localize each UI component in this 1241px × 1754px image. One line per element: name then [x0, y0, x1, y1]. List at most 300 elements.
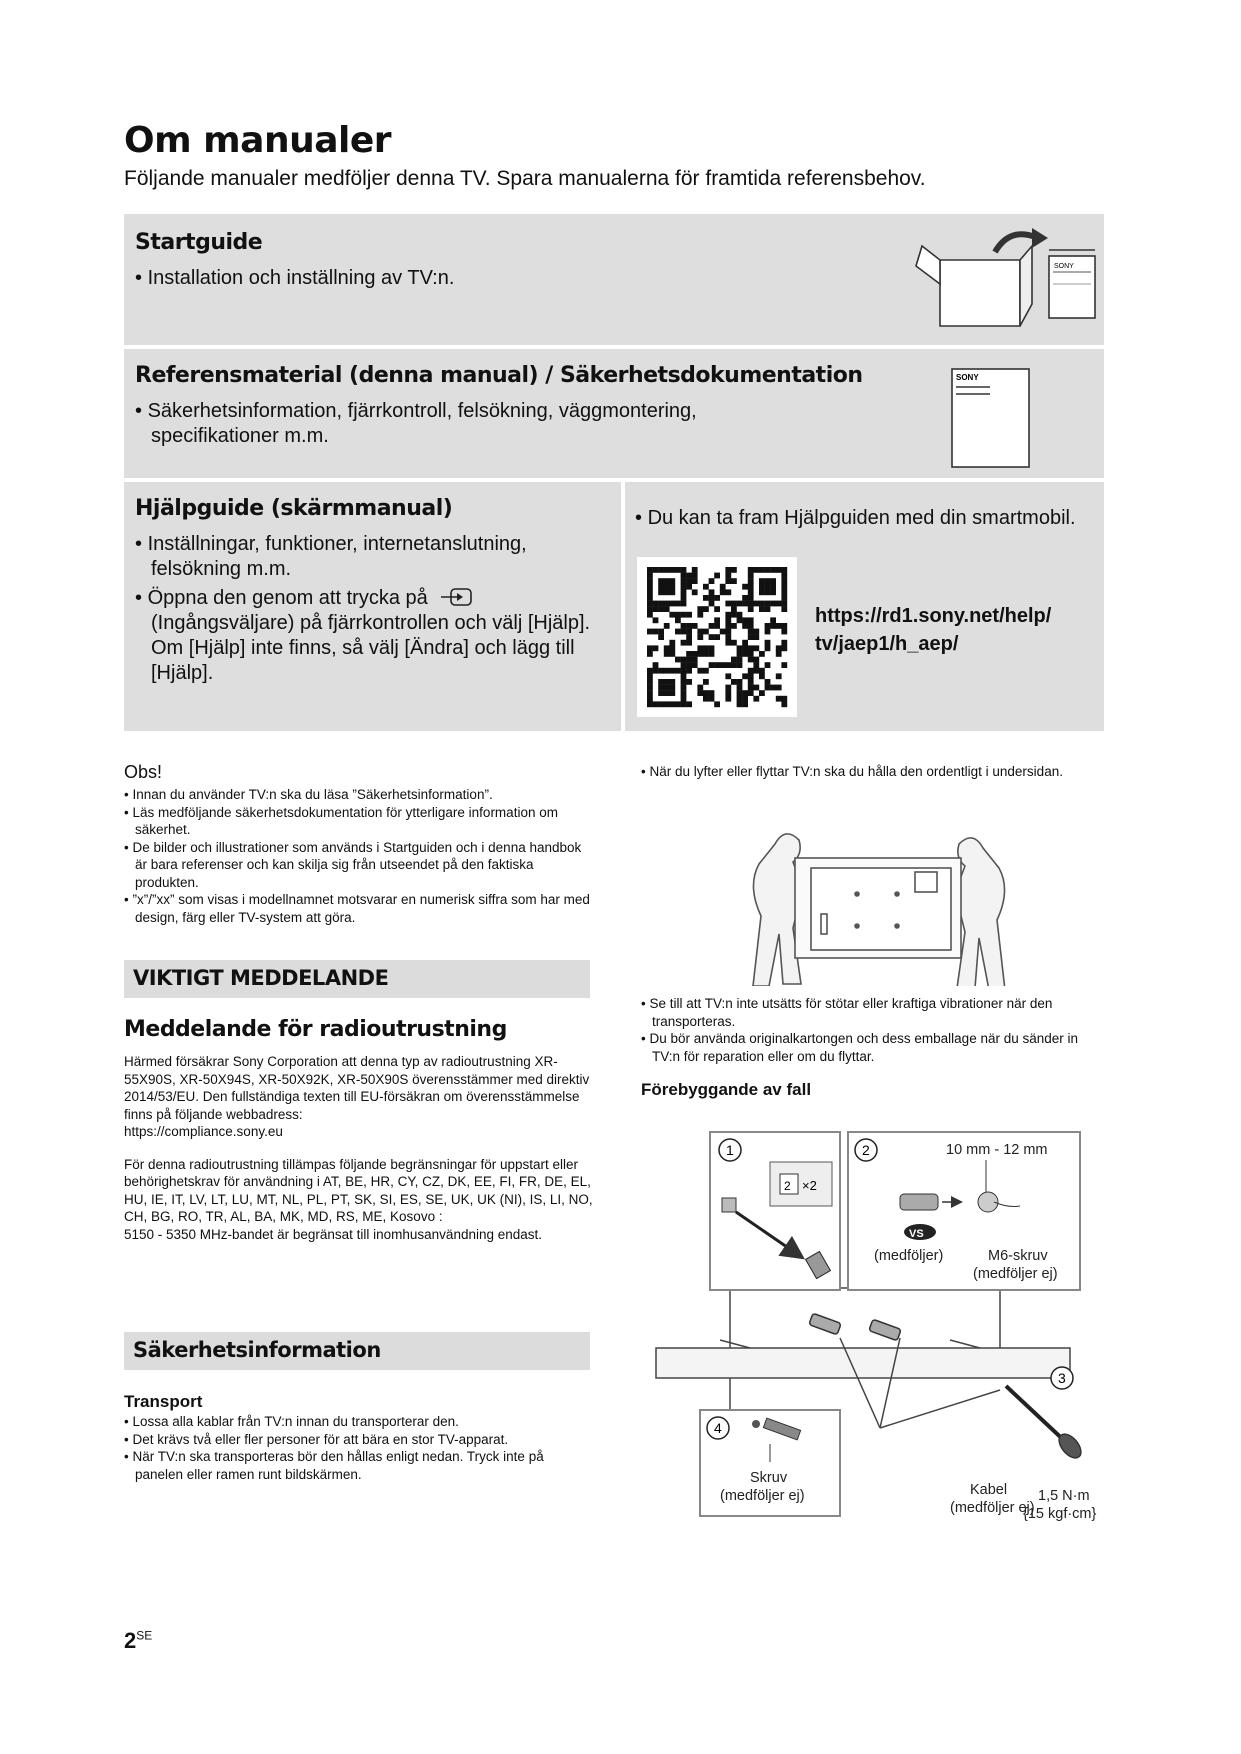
- shock-item: • Du bör använda originalkartongen och dess emballage när du sänder in TV:n för reparation eller om du flyttar.: [641, 1030, 1106, 1065]
- qr-module: [647, 595, 653, 601]
- qr-module: [669, 685, 675, 691]
- intro-text: Följande manualer medföljer denna TV. Spara manualerna för framtida referensbehov.: [124, 167, 926, 190]
- screw-label: Skruv: [750, 1470, 788, 1486]
- qr-module: [681, 679, 687, 685]
- qr-module: [776, 673, 782, 679]
- qr-module: [781, 696, 787, 702]
- qr-module: [770, 584, 776, 590]
- qr-module: [697, 645, 703, 651]
- qr-module: [692, 651, 698, 657]
- qr-module: [720, 662, 726, 668]
- compliance-url[interactable]: https://compliance.sony.eu: [124, 1124, 283, 1139]
- qr-module: [737, 696, 743, 702]
- qr-module: [748, 668, 754, 674]
- qr-module: [781, 645, 787, 651]
- qr-module: [686, 662, 692, 668]
- qr-module: [681, 657, 687, 663]
- qr-module: [737, 601, 743, 607]
- qr-module: [658, 567, 664, 573]
- shock-item: • Se till att TV:n inte utsätts för stötar eller kraftiga vibrationer när den transporteras.: [641, 995, 1106, 1030]
- qr-module: [753, 668, 759, 674]
- qr-module: [686, 578, 692, 584]
- qr-module: [647, 651, 653, 657]
- qr-module: [748, 567, 754, 573]
- qr-module: [731, 578, 737, 584]
- supplied-label: (medföljer): [874, 1248, 944, 1264]
- qr-module: [664, 601, 670, 607]
- qr-module: [759, 589, 765, 595]
- qr-module: [725, 567, 731, 573]
- qr-module: [669, 640, 675, 646]
- qr-module: [765, 578, 771, 584]
- qr-module: [781, 595, 787, 601]
- qr-module: [647, 701, 653, 707]
- cable-label: Kabel: [970, 1482, 1008, 1498]
- qr-module: [653, 606, 659, 612]
- qr-module: [647, 612, 653, 618]
- qr-module: [759, 690, 765, 696]
- qr-module: [653, 645, 659, 651]
- manual-booklet-icon: [950, 367, 1032, 471]
- qr-module: [725, 623, 731, 629]
- qr-module: [748, 617, 754, 623]
- qr-module: [686, 668, 692, 674]
- qr-module: [686, 629, 692, 635]
- qr-module: [742, 690, 748, 696]
- qr-module: [697, 634, 703, 640]
- obs-item: • ”x”/”xx” som visas i modellnamnet motsvarar en numerisk siffra som har med design, färg eller TV-system att göra.: [124, 891, 594, 926]
- qr-module: [725, 634, 731, 640]
- m6-screw-label: M6-skruv: [988, 1248, 1048, 1264]
- qr-module: [759, 606, 765, 612]
- qr-module: [703, 668, 709, 674]
- qr-module: [731, 601, 737, 607]
- qr-module: [737, 657, 743, 663]
- qr-module: [765, 640, 771, 646]
- qr-module: [658, 601, 664, 607]
- qr-module: [737, 679, 743, 685]
- qr-module: [664, 589, 670, 595]
- qr-module: [765, 623, 771, 629]
- qr-module: [759, 668, 765, 674]
- qr-module: [776, 567, 782, 573]
- qr-module: [658, 629, 664, 635]
- qr-module: [681, 690, 687, 696]
- qr-module: [709, 595, 715, 601]
- radio-notice-heading: Meddelande för radioutrustning: [124, 1017, 507, 1042]
- qr-module: [759, 567, 765, 573]
- reference-item: • Säkerhetsinformation, fjärrkontroll, felsökning, väggmontering, specifikationer m.m.: [135, 399, 775, 449]
- qr-module: [781, 573, 787, 579]
- reference-title: Referensmaterial (denna manual) / Säkerhetsdokumentation: [135, 363, 863, 388]
- qr-module: [731, 612, 737, 618]
- qr-module: [770, 567, 776, 573]
- qr-module: [714, 573, 720, 579]
- qr-module: [770, 685, 776, 691]
- shock-list: [641, 995, 1106, 1065]
- qr-module: [737, 662, 743, 668]
- qr-module: [720, 589, 726, 595]
- qr-module: [686, 651, 692, 657]
- qr-module: [669, 690, 675, 696]
- qr-module: [697, 629, 703, 635]
- qr-module: [675, 629, 681, 635]
- notice-band: VIKTIGT MEDDELANDE: [124, 960, 590, 998]
- cable-sub: (medföljer ej): [950, 1500, 1035, 1516]
- startguide-title: Startguide: [135, 230, 263, 255]
- qr-module: [692, 657, 698, 663]
- qr-module: [675, 612, 681, 618]
- obs-item: • Läs medföljande säkerhetsdokumentation för ytterligare information om säkerhet.: [124, 804, 594, 839]
- qr-module: [703, 606, 709, 612]
- qr-module: [748, 584, 754, 590]
- qr-module: [686, 701, 692, 707]
- qr-module: [697, 685, 703, 691]
- qr-module: [658, 668, 664, 674]
- qr-module: [748, 623, 754, 629]
- qr-module: [709, 662, 715, 668]
- qr-module: [731, 679, 737, 685]
- qr-module: [681, 589, 687, 595]
- inset-step-4: [700, 1410, 840, 1516]
- box-and-guide-icon: [900, 224, 1100, 339]
- help-box: [124, 482, 621, 731]
- qr-module: [748, 690, 754, 696]
- qr-module: [647, 584, 653, 590]
- qr-module: [647, 606, 653, 612]
- qr-module: [664, 567, 670, 573]
- qr-module: [653, 601, 659, 607]
- qr-module: [703, 595, 709, 601]
- qr-module: [781, 584, 787, 590]
- qr-module: [765, 685, 771, 691]
- help-item-1: • Inställningar, funktioner, internetanslutning, felsökning m.m.: [135, 532, 610, 582]
- qr-module: [658, 578, 664, 584]
- qr-module: [765, 584, 771, 590]
- sony-logo-small: SONY: [1054, 263, 1074, 270]
- qr-module: [669, 612, 675, 618]
- qr-module: [748, 634, 754, 640]
- qr-module: [664, 668, 670, 674]
- qr-module: [742, 623, 748, 629]
- step-3-label: 3: [1058, 1370, 1066, 1386]
- qr-module: [686, 612, 692, 618]
- two-people-lifting-tv-illustration: [745, 822, 1015, 986]
- qr-module: [703, 584, 709, 590]
- qr-module: [748, 645, 754, 651]
- qr-module: [731, 657, 737, 663]
- qr-module: [753, 634, 759, 640]
- qr-module: [725, 685, 731, 691]
- radio-notice-body: Härmed försäkrar Sony Corporation att denna typ av radioutrustning XR-55X90S, XR-50X94S, XR-50X92K, XR-50X90S överensstämmer med direktiv 2014/53/EU. Den fullständiga texten till EU-försäkran om överensstämmelse finns på följande webbadress: https://compliance.sony.eu För denna radioutrustning tillämpas följande begränsningar för uppstart eller behörighetskrav för användning i AT, BE, HR, CY, CZ, DK, EE, FI, FR, DE, EL, HU, IE, IT, LV, LT, LU, MT, NL, PL, PT, SK, SI, ES, SE, UK, UK (NI), IS, LI, NO, CH, BG, RO, TR, AL, BA, MK, MD, RS, ME, Kosovo : 5150 - 5350 MHz-bandet är begränsat till inomhusanvändning endast.: [124, 1054, 593, 1242]
- qr-module: [653, 567, 659, 573]
- qr-module: [709, 634, 715, 640]
- qr-module: [781, 601, 787, 607]
- qr-module: [669, 668, 675, 674]
- qr-module: [731, 662, 737, 668]
- qr-module: [759, 584, 765, 590]
- qr-module: [647, 567, 653, 573]
- qr-module: [692, 567, 698, 573]
- qr-module: [658, 690, 664, 696]
- qr-module: [731, 606, 737, 612]
- qr-module: [681, 595, 687, 601]
- qr-module: [658, 606, 664, 612]
- step-2-label: 2: [862, 1142, 870, 1158]
- safety-band: Säkerhetsinformation: [124, 1332, 590, 1370]
- qr-module: [776, 696, 782, 702]
- qr-module: [737, 617, 743, 623]
- lift-note: • När du lyfter eller flyttar TV:n ska du hålla den ordentligt i undersidan.: [641, 763, 1106, 781]
- qr-module: [725, 629, 731, 635]
- qr-module: [748, 578, 754, 584]
- quantity-label: ×2: [802, 1178, 817, 1193]
- qr-module: [709, 696, 715, 702]
- qr-module: [647, 668, 653, 674]
- fall-prevention-title: Förebyggande av fall: [641, 1080, 812, 1099]
- dimension-label: 10 mm - 12 mm: [946, 1142, 1048, 1158]
- qr-module: [692, 573, 698, 579]
- qr-module: [664, 690, 670, 696]
- qr-module: [681, 673, 687, 679]
- qr-module: [697, 612, 703, 618]
- qr-module: [681, 640, 687, 646]
- qr-module: [669, 567, 675, 573]
- qr-module: [759, 651, 765, 657]
- reference-box: [124, 349, 1104, 478]
- qr-module: [709, 645, 715, 651]
- qr-module: [742, 595, 748, 601]
- qr-module: [714, 595, 720, 601]
- qr-module: [714, 634, 720, 640]
- qr-module: [647, 601, 653, 607]
- qr-module: [681, 601, 687, 607]
- startguide-item: • Installation och inställning av TV:n.: [135, 266, 835, 291]
- qr-module: [686, 584, 692, 590]
- qr-module: [776, 601, 782, 607]
- qr-module: [681, 584, 687, 590]
- qr-module: [703, 690, 709, 696]
- qr-module: [731, 640, 737, 646]
- qr-module: [748, 573, 754, 579]
- qr-module: [709, 578, 715, 584]
- qr-module: [753, 629, 759, 635]
- qr-module: [731, 623, 737, 629]
- qr-module: [686, 657, 692, 663]
- qr-module: [748, 673, 754, 679]
- qr-module: [653, 701, 659, 707]
- qr-module: [765, 589, 771, 595]
- sony-logo: SONY: [956, 373, 979, 382]
- qr-module: [714, 606, 720, 612]
- qr-module: [737, 651, 743, 657]
- qr-module: [731, 567, 737, 573]
- qr-module: [669, 584, 675, 590]
- qr-module: [675, 567, 681, 573]
- qr-module: [697, 690, 703, 696]
- qr-module: [675, 657, 681, 663]
- qr-module: [753, 645, 759, 651]
- qr-module: [647, 679, 653, 685]
- qr-module: [720, 629, 726, 635]
- qr-module: [770, 589, 776, 595]
- qr-module: [703, 651, 709, 657]
- qr-module: [669, 651, 675, 657]
- obs-title: Obs!: [124, 762, 163, 782]
- qr-module: [725, 662, 731, 668]
- qr-code-area: [637, 557, 797, 717]
- transport-list: [124, 1413, 594, 1483]
- qr-module: [664, 606, 670, 612]
- input-selector-icon: [439, 587, 475, 607]
- vs-badge: VS: [909, 1228, 924, 1240]
- qr-module: [669, 701, 675, 707]
- qr-module: [658, 584, 664, 590]
- qr-module: [753, 657, 759, 663]
- qr-module: [681, 701, 687, 707]
- qr-module: [781, 629, 787, 635]
- qr-module: [742, 617, 748, 623]
- qr-module: [748, 606, 754, 612]
- qr-module: [753, 601, 759, 607]
- qr-module: [709, 589, 715, 595]
- qr-module: [664, 701, 670, 707]
- qr-module: [776, 651, 782, 657]
- qr-module: [737, 685, 743, 691]
- page-title: Om manualer: [124, 120, 392, 161]
- qr-module: [653, 629, 659, 635]
- qr-module: [725, 617, 731, 623]
- inset-step-1: [710, 1132, 840, 1290]
- qr-module: [675, 617, 681, 623]
- qr-module: [653, 668, 659, 674]
- qr-module: [765, 645, 771, 651]
- qr-module: [748, 651, 754, 657]
- qr-module: [748, 679, 754, 685]
- qr-module: [725, 612, 731, 618]
- qr-module: [692, 589, 698, 595]
- qr-module: [770, 623, 776, 629]
- qr-module: [669, 645, 675, 651]
- qr-module: [781, 662, 787, 668]
- qr-module: [753, 685, 759, 691]
- qr-module: [703, 696, 709, 702]
- obs-item: • Innan du använder TV:n ska du läsa ”Säkerhetsinformation”.: [124, 786, 594, 804]
- qr-module: [664, 584, 670, 590]
- qr-module: [681, 578, 687, 584]
- qr-module: [765, 662, 771, 668]
- qr-module: [647, 573, 653, 579]
- qr-module: [681, 573, 687, 579]
- qr-module: [681, 629, 687, 635]
- transport-title: Transport: [124, 1392, 203, 1411]
- qr-module: [709, 690, 715, 696]
- help-item-2: • Öppna den genom att trycka på (Ingångsväljare) på fjärrkontrollen och välj [Hjälp]. Om [Hjälp] inte finns, så välj [Ändra] och lägg till [Hjälp].: [135, 586, 610, 686]
- qr-module: [781, 578, 787, 584]
- qr-module: [753, 696, 759, 702]
- qr-module: [658, 701, 664, 707]
- qr-module: [681, 685, 687, 691]
- qr-module: [720, 584, 726, 590]
- qr-module: [647, 685, 653, 691]
- qr-module: [647, 578, 653, 584]
- help-url[interactable]: https://rd1.sony.net/help/ tv/jaep1/h_aep/: [815, 605, 1052, 655]
- qr-module: [692, 578, 698, 584]
- qr-module: [647, 589, 653, 595]
- mobile-note: • Du kan ta fram Hjälpguiden med din smartmobil.: [635, 506, 1095, 531]
- qr-module: [647, 673, 653, 679]
- qr-module: [664, 685, 670, 691]
- qr-module: [669, 601, 675, 607]
- qr-module: [675, 601, 681, 607]
- inset-step-2: [848, 1132, 1080, 1290]
- transport-item: • Det krävs två eller fler personer för att bära en stor TV-apparat.: [124, 1431, 594, 1449]
- qr-module: [681, 668, 687, 674]
- qr-module: [765, 679, 771, 685]
- m6-screw-sub: (medföljer ej): [973, 1266, 1058, 1282]
- qr-module: [703, 645, 709, 651]
- qr-module: [664, 679, 670, 685]
- qr-module: [765, 629, 771, 635]
- screw-sub: (medföljer ej): [720, 1488, 805, 1504]
- qr-module: [686, 573, 692, 579]
- qr-module: [742, 645, 748, 651]
- qr-module: [658, 634, 664, 640]
- qr-module: [681, 623, 687, 629]
- torque-sub: {15 kgf·cm}: [1023, 1506, 1097, 1522]
- qr-module: [709, 601, 715, 607]
- qr-module: [709, 623, 715, 629]
- transport-item: • När TV:n ska transporteras bör den hållas enligt nedan. Tryck inte på panelen eller ramen runt bildskärmen.: [124, 1448, 594, 1483]
- qr-module: [658, 685, 664, 691]
- qr-module: [686, 679, 692, 685]
- qr-module: [765, 606, 771, 612]
- qr-module: [697, 606, 703, 612]
- step-4-label: 4: [714, 1420, 722, 1436]
- qr-module: [658, 679, 664, 685]
- qr-module: [681, 612, 687, 618]
- qr-module: [653, 617, 659, 623]
- qr-module: [703, 679, 709, 685]
- step-1-label: 1: [726, 1142, 734, 1158]
- qr-module: [714, 623, 720, 629]
- qr-module: [759, 601, 765, 607]
- qr-module: [664, 651, 670, 657]
- qr-module: [669, 578, 675, 584]
- qr-module: [686, 640, 692, 646]
- qr-module: [742, 651, 748, 657]
- qr-module: [697, 668, 703, 674]
- torque-label: 1,5 N·m: [1038, 1488, 1090, 1504]
- qr-module: [776, 623, 782, 629]
- qr-module: [781, 567, 787, 573]
- qr-module: [725, 673, 731, 679]
- help-mobile-box: [625, 482, 1104, 731]
- qr-module: [748, 657, 754, 663]
- qr-module: [714, 662, 720, 668]
- qr-module: [742, 673, 748, 679]
- qr-module: [776, 645, 782, 651]
- page-number: $2^{SE}$: [124, 1628, 153, 1653]
- qr-module: [681, 696, 687, 702]
- qr-module: [669, 679, 675, 685]
- qr-module: [737, 701, 743, 707]
- qr-module: [725, 573, 731, 579]
- qr-module: [781, 623, 787, 629]
- qr-module: [703, 629, 709, 635]
- qr-module: [675, 668, 681, 674]
- fall-prevention-figure: [650, 1128, 1110, 1528]
